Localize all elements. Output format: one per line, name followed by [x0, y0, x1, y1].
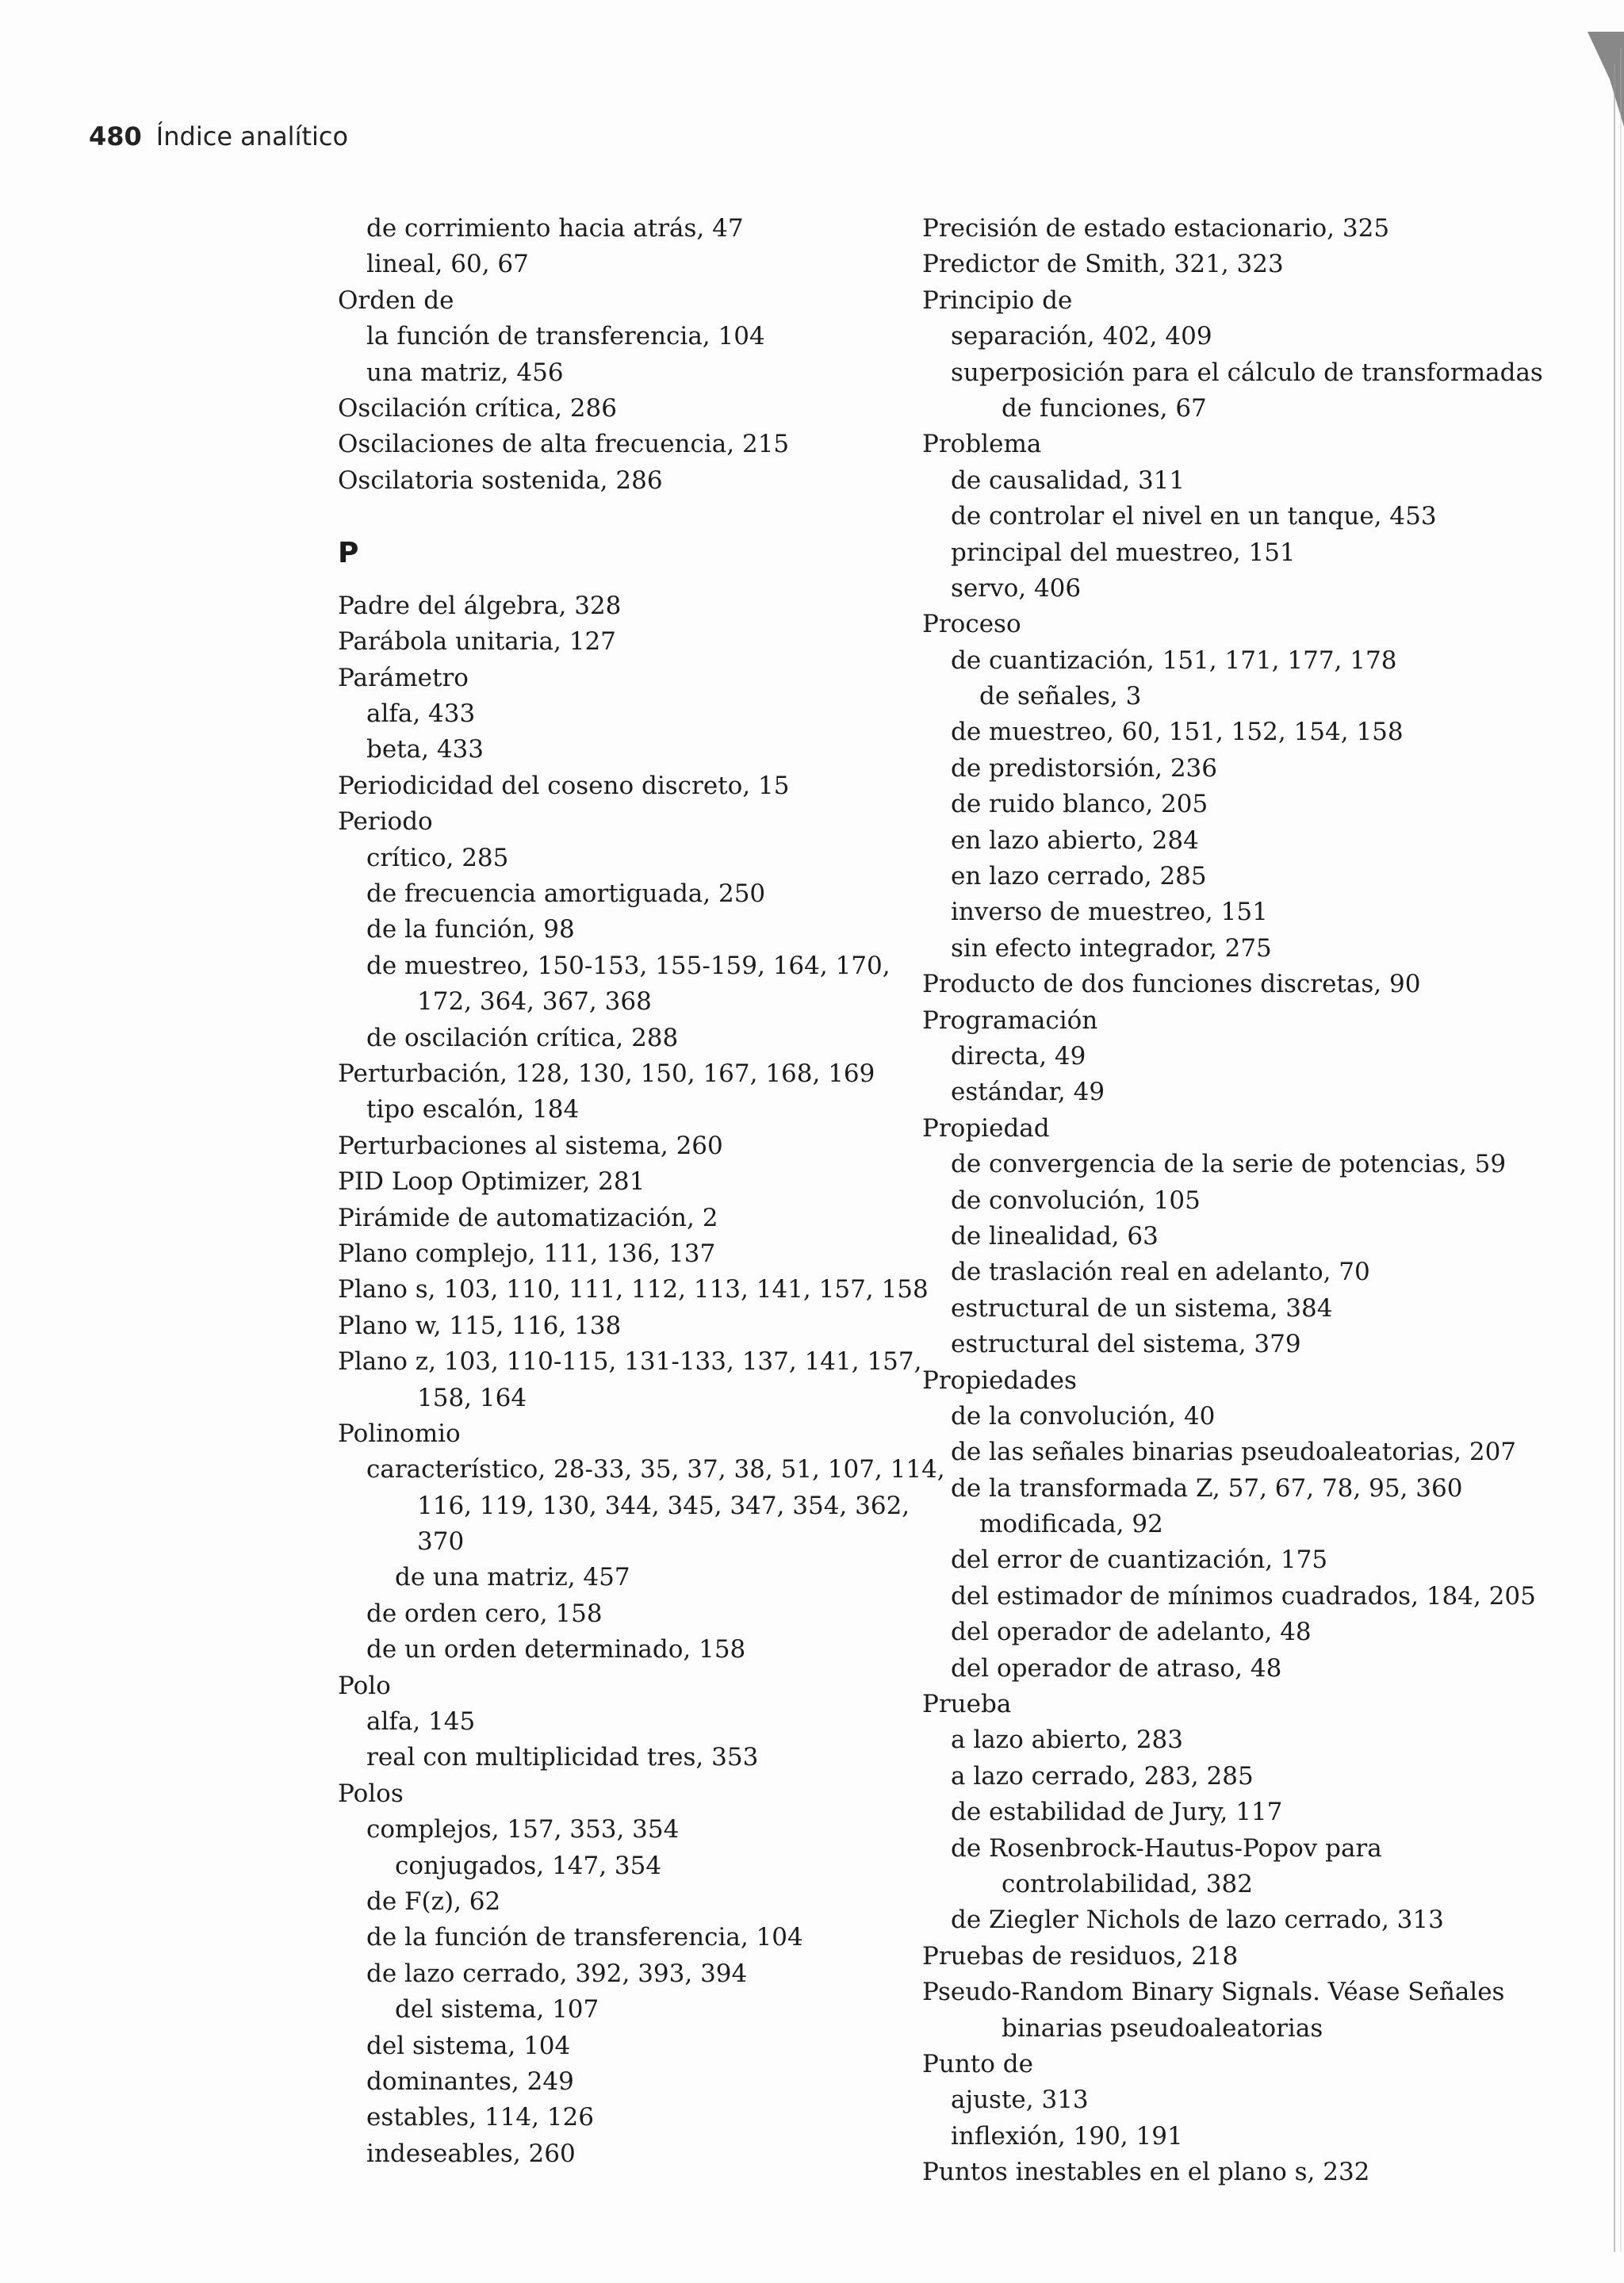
index-subentry: binarias pseudoaleatorias: [1002, 2013, 1323, 2043]
index-subentry: de la función de transferencia, 104: [366, 1923, 803, 1952]
index-entry: Pruebas de residuos, 218: [922, 1941, 1239, 1971]
index-entry: Perturbación, 128, 130, 150, 167, 168, 169: [338, 1059, 875, 1088]
index-entry: Polinomio: [338, 1419, 461, 1448]
index-subentry: de Rosenbrock-Hautus-Popov para: [951, 1833, 1382, 1863]
index-subentry: de oscilación crítica, 288: [366, 1023, 679, 1052]
index-entry: Proceso: [922, 610, 1021, 639]
index-subentry: estructural de un sistema, 384: [951, 1293, 1333, 1323]
index-subentry: controlabilidad, 382: [1002, 1869, 1253, 1898]
index-subentry: dominantes, 249: [366, 2067, 574, 2096]
index-subentry: servo, 406: [951, 573, 1082, 603]
section-letter: P: [338, 536, 359, 569]
index-subentry: de la convolución, 40: [951, 1401, 1216, 1431]
index-subentry: de convolución, 105: [951, 1186, 1201, 1215]
index-entry: Periodo: [338, 807, 433, 837]
index-subentry: de Ziegler Nichols de lazo cerrado, 313: [951, 1906, 1444, 1935]
index-subentry: del sistema, 107: [395, 1995, 599, 2024]
index-entry: Prueba: [922, 1690, 1012, 1719]
index-subentry: inflexión, 190, 191: [951, 2121, 1183, 2151]
index-subentry: de ruido blanco, 205: [951, 790, 1208, 819]
index-subentry: modificada, 92: [979, 1510, 1163, 1539]
index-subentry: la función de transferencia, 104: [366, 322, 765, 351]
index-subentry: a lazo cerrado, 283, 285: [951, 1761, 1254, 1791]
section-title: Índice analítico: [155, 121, 349, 151]
index-subentry: del error de cuantización, 175: [951, 1546, 1328, 1575]
index-entry: Plano w, 115, 116, 138: [338, 1311, 622, 1340]
index-entry: Plano s, 103, 110, 111, 112, 113, 141, 157, 158: [338, 1275, 929, 1304]
index-subentry: ajuste, 313: [951, 2086, 1089, 2115]
index-subentry: una matriz, 456: [366, 358, 564, 387]
index-subentry: superposición para el cálculo de transformadas: [951, 358, 1543, 387]
index-subentry: indeseables, 260: [366, 2139, 576, 2168]
index-subentry: de orden cero, 158: [366, 1599, 603, 1628]
index-subentry: de predistorsión, 236: [951, 753, 1217, 783]
index-subentry: alfa, 145: [366, 1707, 476, 1737]
index-subentry: del operador de atraso, 48: [951, 1653, 1282, 1683]
index-subentry: de un orden determinado, 158: [366, 1635, 746, 1664]
page-header: [89, 121, 348, 152]
page-number: 480: [89, 121, 142, 151]
index-entry: Predictor de Smith, 321, 323: [922, 250, 1284, 279]
index-subentry: de frecuencia amortiguada, 250: [366, 879, 766, 909]
index-entry: Perturbaciones al sistema, 260: [338, 1131, 723, 1160]
index-group-p: [338, 588, 945, 2172]
index-entry: Pseudo-Random Binary Signals. Véase Señales: [922, 1978, 1505, 2007]
index-entry: Plano z, 103, 110-115, 131-133, 137, 141, 157,: [338, 1347, 922, 1377]
index-entry: Oscilación crítica, 286: [338, 393, 617, 423]
index-entry: Orden de: [338, 285, 454, 315]
index-subentry: 370: [417, 1527, 465, 1557]
index-subentry: sin efecto integrador, 275: [951, 933, 1272, 963]
index-subentry: en lazo abierto, 284: [951, 825, 1199, 855]
index-subentry: real con multiplicidad tres, 353: [366, 1743, 759, 1772]
index-entry: Punto de: [922, 2049, 1033, 2078]
index-column-left: [338, 211, 945, 2172]
index-entry: Polo: [338, 1671, 391, 1700]
index-subentry: de cuantización, 151, 171, 177, 178: [951, 645, 1397, 675]
index-subentry: principal del muestreo, 151: [951, 538, 1296, 567]
index-subentry: 172, 364, 367, 368: [417, 987, 652, 1017]
index-entry: Propiedad: [922, 1113, 1050, 1143]
index-subentry: tipo escalón, 184: [366, 1095, 580, 1124]
index-subentry: estables, 114, 126: [366, 2103, 594, 2132]
index-subentry: de estabilidad de Jury, 117: [951, 1798, 1283, 1827]
index-subentry: de muestreo, 150-153, 155-159, 164, 170,: [366, 951, 891, 980]
index-subentry: de señales, 3: [979, 682, 1142, 711]
index-entry: Oscilatoria sostenida, 286: [338, 465, 663, 495]
index-entry: PID Loop Optimizer, 281: [338, 1167, 645, 1197]
index-subentry: de funciones, 67: [1002, 393, 1207, 423]
index-subentry: lineal, 60, 67: [366, 250, 529, 279]
index-subentry: separación, 402, 409: [951, 322, 1212, 351]
index-entry: Periodicidad del coseno discreto, 15: [338, 771, 790, 800]
index-column-right: [922, 211, 1543, 2190]
index-subentry: de corrimiento hacia atrás, 47: [366, 214, 744, 243]
index-subentry: de linealidad, 63: [951, 1221, 1159, 1251]
index-entry: Parámetro: [338, 663, 469, 692]
page-edge-shadow: [1580, 32, 1624, 2252]
index-entry: Problema: [922, 430, 1042, 459]
index-subentry: de la función, 98: [366, 915, 575, 944]
index-subentry: directa, 49: [951, 1041, 1086, 1071]
index-group-o: [338, 211, 909, 499]
index-entry: Principio de: [922, 285, 1073, 315]
index-entry: Producto de dos funciones discretas, 90: [922, 970, 1421, 999]
index-subentry: del sistema, 104: [366, 2031, 571, 2060]
index-subentry: de controlar el nivel en un tanque, 453: [951, 502, 1437, 531]
index-subentry: crítico, 285: [366, 843, 509, 872]
index-entry: Pirámide de automatización, 2: [338, 1203, 718, 1232]
index-subentry: del operador de adelanto, 48: [951, 1618, 1312, 1647]
index-subentry: 116, 119, 130, 344, 345, 347, 354, 362,: [417, 1491, 910, 1520]
index-subentry: 158, 164: [417, 1383, 527, 1412]
index-entry: Polos: [338, 1779, 404, 1808]
index-subentry: estándar, 49: [951, 1078, 1105, 1107]
index-subentry: beta, 433: [366, 735, 485, 764]
index-subentry: de traslación real en adelanto, 70: [951, 1258, 1370, 1287]
index-subentry: de una matriz, 457: [395, 1563, 630, 1592]
index-subentry: de la transformada Z, 57, 67, 78, 95, 360: [951, 1473, 1463, 1503]
index-subentry: de causalidad, 311: [951, 465, 1185, 495]
index-subentry: en lazo cerrado, 285: [951, 862, 1207, 891]
index-entry: Oscilaciones de alta frecuencia, 215: [338, 430, 790, 459]
index-subentry: complejos, 157, 353, 354: [366, 1815, 680, 1844]
index-subentry: estructural del sistema, 379: [951, 1330, 1301, 1359]
index-entry: Parábola unitaria, 127: [338, 627, 616, 657]
index-entry: Precisión de estado estacionario, 325: [922, 214, 1390, 243]
index-subentry: del estimador de mínimos cuadrados, 184, 205: [951, 1581, 1536, 1611]
index-entry: Plano complejo, 111, 136, 137: [338, 1239, 716, 1268]
index-subentry: conjugados, 147, 354: [395, 1851, 662, 1880]
index-entry: Propiedades: [922, 1366, 1077, 1395]
index-entry: Programación: [922, 1006, 1098, 1035]
index-subentry: inverso de muestreo, 151: [951, 898, 1268, 927]
index-subentry: de convergencia de la serie de potencias, 59: [951, 1150, 1507, 1179]
index-subentry: a lazo abierto, 283: [951, 1726, 1183, 1755]
index-entry: Puntos inestables en el plano s, 232: [922, 2158, 1370, 2187]
index-subentry: característico, 28-33, 35, 37, 38, 51, 107, 114,: [366, 1455, 945, 1484]
index-subentry: de lazo cerrado, 392, 393, 394: [366, 1959, 748, 1988]
index-entry: Padre del álgebra, 328: [338, 591, 622, 620]
index-subentry: de muestreo, 60, 151, 152, 154, 158: [951, 718, 1404, 747]
index-subentry: de las señales binarias pseudoaleatorias, 207: [951, 1438, 1517, 1467]
index-subentry: alfa, 433: [366, 699, 476, 729]
index-group-right: [922, 211, 1543, 2190]
index-subentry: de F(z), 62: [366, 1887, 501, 1916]
